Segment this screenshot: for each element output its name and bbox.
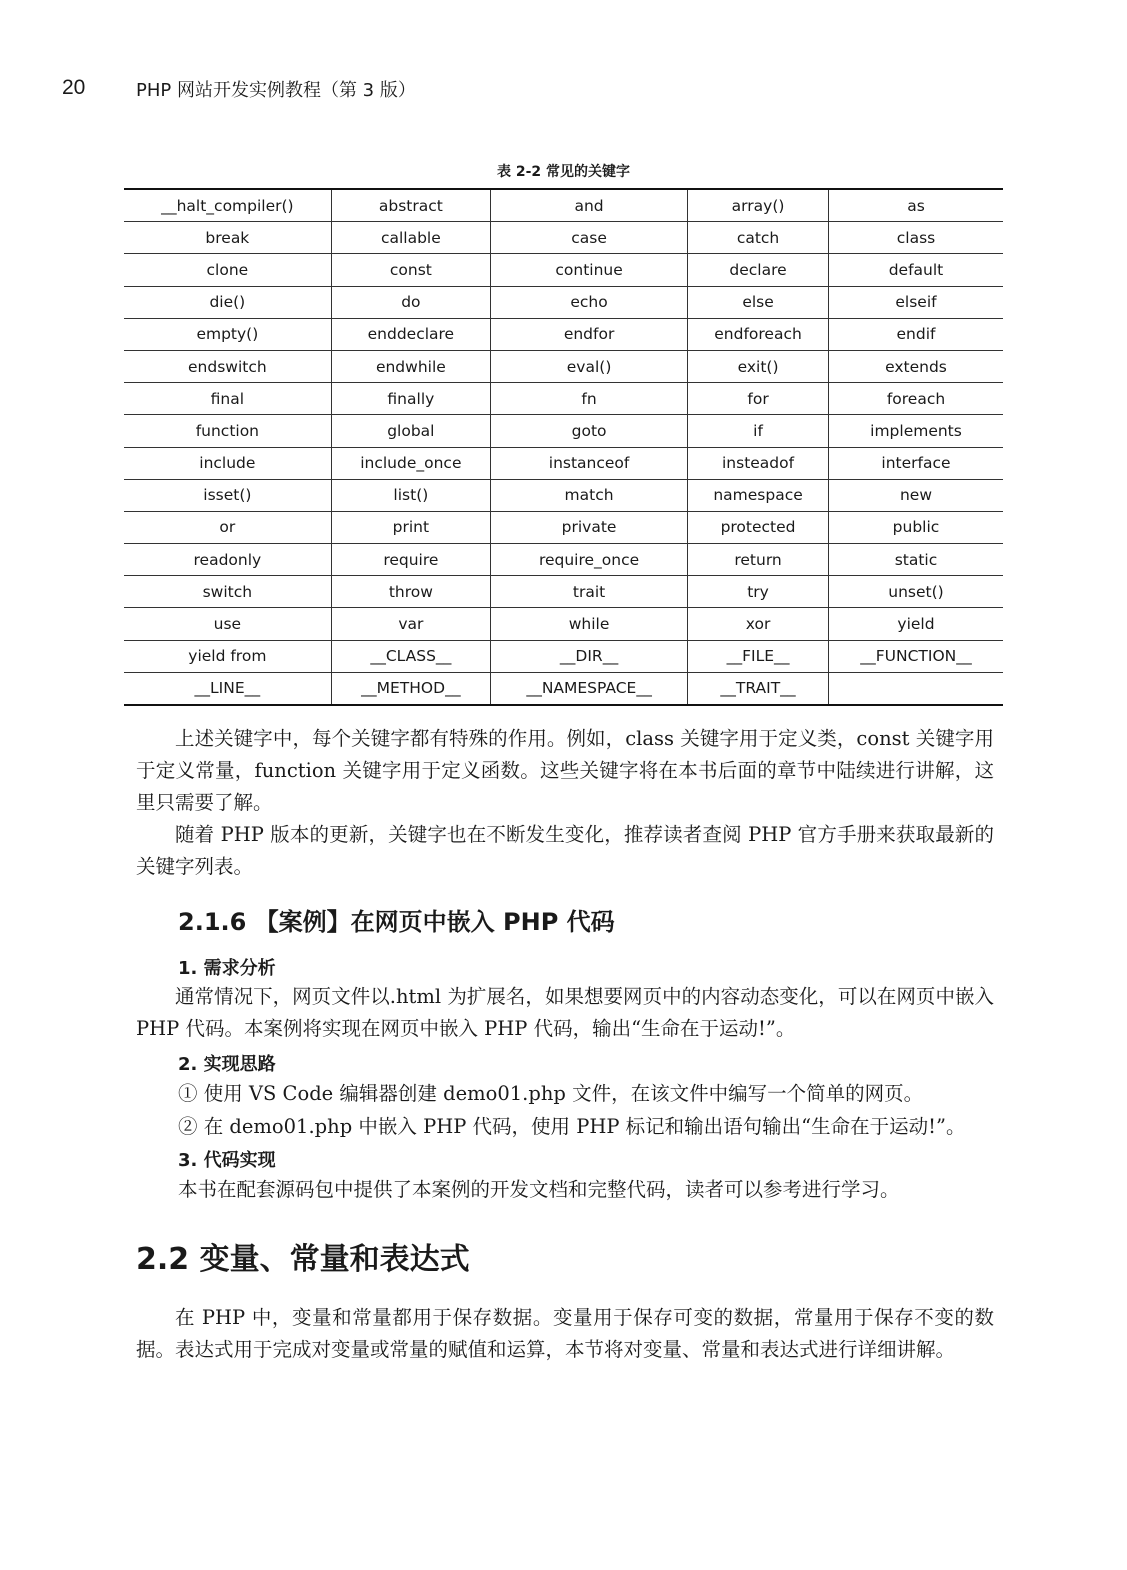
table-cell: trait xyxy=(491,576,688,608)
table-cell: require_once xyxy=(491,544,688,576)
table-cell: foreach xyxy=(828,383,1003,415)
table-cell: require xyxy=(331,544,490,576)
table-cell: yield from xyxy=(124,640,331,672)
table-cell: protected xyxy=(688,511,829,543)
table-cell: endif xyxy=(828,318,1003,350)
table-cell: public xyxy=(828,511,1003,543)
table-cell: finally xyxy=(331,383,490,415)
table-cell: match xyxy=(491,479,688,511)
subheading-implementation: 3. 代码实现 xyxy=(178,1150,276,1171)
table-cell: const xyxy=(331,254,490,286)
table-row xyxy=(124,640,1003,672)
table-cell: __halt_compiler() xyxy=(124,189,331,222)
table-row xyxy=(124,544,1003,576)
table-cell: static xyxy=(828,544,1003,576)
step-2: ② 在 demo01.php 中嵌入 PHP 代码，使用 PHP 标记和输出语句输出“生命在于运动!”。 xyxy=(178,1115,966,1138)
table-cell: isset() xyxy=(124,479,331,511)
table-cell: use xyxy=(124,608,331,640)
table-row xyxy=(124,189,1003,222)
table-cell: elseif xyxy=(828,286,1003,318)
section-heading-2-2: 2.2 变量、常量和表达式 xyxy=(136,1242,470,1277)
paragraph-variables-intro: 在 PHP 中，变量和常量都用于保存数据。变量用于保存可变的数据，常量用于保存不变的数据。表达式用于完成对变量或常量的赋值和运算，本节将对变量、常量和表达式进行详细讲解。 xyxy=(136,1306,994,1361)
table-cell: include xyxy=(124,447,331,479)
table-row xyxy=(124,222,1003,254)
table-row xyxy=(124,318,1003,350)
paragraph-requirements: 通常情况下，网页文件以.html 为扩展名，如果想要网页中的内容动态变化，可以在网页中嵌入 PHP 代码。本案例将实现在网页中嵌入 PHP 代码，输出“生命在于运动!”。 xyxy=(136,985,994,1040)
table-cell: class xyxy=(828,222,1003,254)
table-cell: if xyxy=(688,415,829,447)
table-row xyxy=(124,608,1003,640)
table-row xyxy=(124,254,1003,286)
table-cell: do xyxy=(331,286,490,318)
table-cell: as xyxy=(828,189,1003,222)
table-cell: final xyxy=(124,383,331,415)
paragraph-keywords-usage: 上述关键字中，每个关键字都有特殊的作用。例如，class 关键字用于定义类，const 关键字用于定义常量，function 关键字用于定义函数。这些关键字将在本书后面的章节中陆续进行讲解，这里只需要了解。 xyxy=(136,727,994,814)
table-cell: __CLASS__ xyxy=(331,640,490,672)
table-cell: continue xyxy=(491,254,688,286)
table-cell: global xyxy=(331,415,490,447)
table-cell: endforeach xyxy=(688,318,829,350)
table-row xyxy=(124,672,1003,705)
table-cell: __LINE__ xyxy=(194,679,261,698)
table-cell: __FILE__ xyxy=(688,640,829,672)
table-cell: new xyxy=(828,479,1003,511)
paragraph-keywords-update: 随着 PHP 版本的更新，关键字也在不断发生变化，推荐读者查阅 PHP 官方手册来获取最新的关键字列表。 xyxy=(136,823,994,878)
table-cell: yield xyxy=(828,608,1003,640)
page-number: 20 xyxy=(62,76,86,99)
table-cell: unset() xyxy=(828,576,1003,608)
table-cell: __DIR__ xyxy=(491,640,688,672)
table-cell: empty() xyxy=(124,318,331,350)
table-row xyxy=(124,286,1003,318)
table-cell: goto xyxy=(491,415,688,447)
table-cell: echo xyxy=(491,286,688,318)
table-cell: insteadof xyxy=(688,447,829,479)
table-cell: var xyxy=(331,608,490,640)
table-cell: and xyxy=(491,189,688,222)
table-row xyxy=(124,576,1003,608)
table-cell: declare xyxy=(688,254,829,286)
table-cell: list() xyxy=(331,479,490,511)
table-cell: endfor xyxy=(491,318,688,350)
table-cell: __NAMESPACE__ xyxy=(491,672,688,705)
section-heading-2-1-6: 2.1.6 【案例】在网页中嵌入 PHP 代码 xyxy=(178,908,615,936)
table-cell: enddeclare xyxy=(331,318,490,350)
table-cell: extends xyxy=(828,350,1003,382)
book-title: PHP 网站开发实例教程（第 3 版） xyxy=(136,80,416,101)
table-cell: abstract xyxy=(331,189,490,222)
table-cell: or xyxy=(124,511,331,543)
table-cell: clone xyxy=(124,254,331,286)
table-cell: array() xyxy=(688,189,829,222)
table-cell: case xyxy=(491,222,688,254)
table-row xyxy=(124,415,1003,447)
table-row xyxy=(124,350,1003,382)
paragraph-implementation: 本书在配套源码包中提供了本案例的开发文档和完整代码，读者可以参考进行学习。 xyxy=(178,1178,900,1201)
table-cell: for xyxy=(688,383,829,415)
table-cell: while xyxy=(491,608,688,640)
table-cell: default xyxy=(828,254,1003,286)
table-cell: private xyxy=(491,511,688,543)
subheading-approach: 2. 实现思路 xyxy=(178,1054,276,1075)
table-cell: break xyxy=(124,222,331,254)
table-cell: fn xyxy=(491,383,688,415)
table-cell: xor xyxy=(688,608,829,640)
table-cell: __TRAIT__ xyxy=(688,672,829,705)
table-cell: catch xyxy=(688,222,829,254)
step-1: ① 使用 VS Code 编辑器创建 demo01.php 文件，在该文件中编写一个简单的网页。 xyxy=(178,1082,924,1105)
table-cell: die() xyxy=(124,286,331,318)
table-row xyxy=(124,511,1003,543)
subheading-requirements: 1. 需求分析 xyxy=(178,958,276,979)
table-cell: readonly xyxy=(124,544,331,576)
table-cell: implements xyxy=(828,415,1003,447)
table-cell: throw xyxy=(331,576,490,608)
keywords-table xyxy=(124,188,1003,706)
table-cell: endswitch xyxy=(124,350,331,382)
table-cell: endwhile xyxy=(331,350,490,382)
table-cell: interface xyxy=(828,447,1003,479)
page-header xyxy=(62,76,1065,106)
table-row xyxy=(124,383,1003,415)
table-cell: __FUNCTION__ xyxy=(828,640,1003,672)
table-cell: print xyxy=(331,511,490,543)
table-cell: callable xyxy=(331,222,490,254)
table-cell: try xyxy=(688,576,829,608)
table-cell: switch xyxy=(124,576,331,608)
table-cell: include_once xyxy=(331,447,490,479)
table-cell: else xyxy=(688,286,829,318)
table-row xyxy=(124,479,1003,511)
table-cell: __METHOD__ xyxy=(331,672,490,705)
table-cell: eval() xyxy=(491,350,688,382)
table-cell: exit() xyxy=(688,350,829,382)
table-cell: namespace xyxy=(688,479,829,511)
table-row xyxy=(124,447,1003,479)
table-caption: 表 2-2 常见的关键字 xyxy=(496,164,631,180)
table-cell: instanceof xyxy=(491,447,688,479)
table-cell: return xyxy=(688,544,829,576)
table-cell xyxy=(828,672,1003,705)
table-cell: function xyxy=(124,415,331,447)
